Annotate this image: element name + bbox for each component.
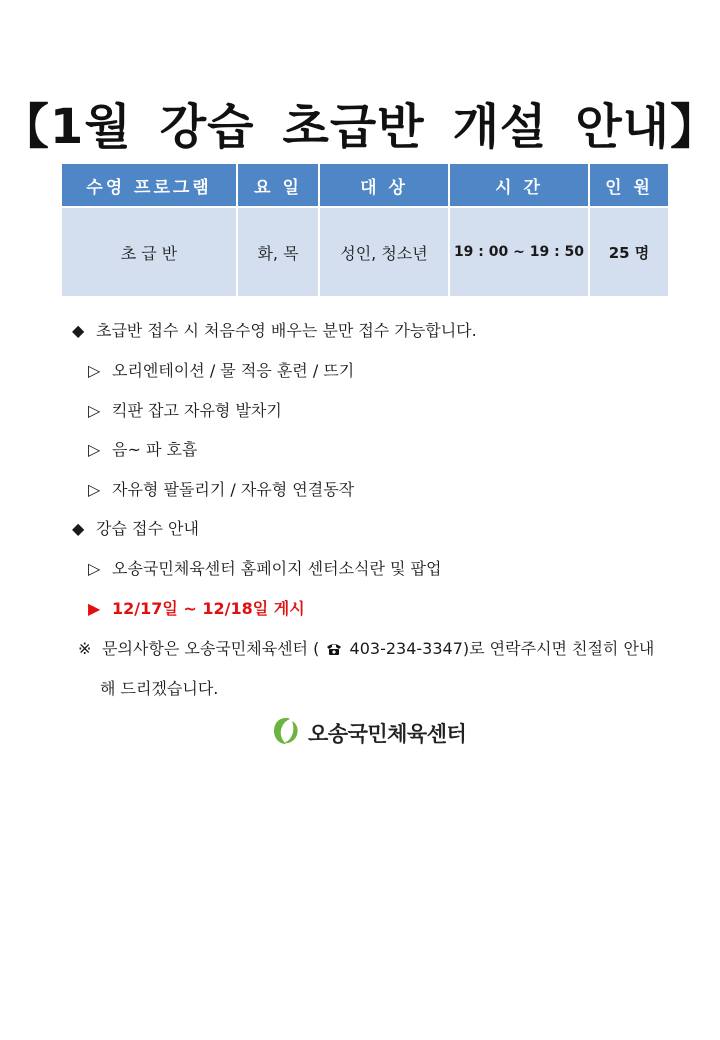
section-heading (72, 516, 199, 539)
page-title (0, 88, 720, 157)
cell-target: 성인, 청소년 (319, 207, 449, 297)
title-close-bracket: 】 (670, 99, 720, 155)
list-item-text: 오리엔테이션 / 물 적응 훈련 / 뜨기 (112, 361, 355, 380)
section-heading (72, 318, 477, 341)
triangle-icon: ▷ (88, 480, 101, 499)
list-item (88, 477, 354, 500)
section-text: 초급반 접수 시 처음수영 배우는 분만 접수 가능합니다. (96, 321, 477, 340)
filled-triangle-icon: ▶ (88, 599, 101, 618)
list-item (88, 556, 441, 579)
phone-icon (326, 641, 342, 660)
title-word: 초급반 (282, 99, 425, 155)
reference-mark: ※ (78, 639, 92, 658)
posting-dates-text: 12/17일 ~ 12/18일 게시 (112, 599, 305, 618)
table-header-row (61, 163, 669, 207)
triangle-icon: ▷ (88, 559, 101, 578)
header-time: 시 간 (449, 163, 589, 207)
header-days: 요 일 (237, 163, 319, 207)
title-open-bracket: 【 (0, 99, 50, 155)
cell-program: 초 급 반 (61, 207, 237, 297)
list-item-text: 오송국민체육센터 홈페이지 센터소식란 및 팝업 (112, 559, 442, 578)
header-target: 대 상 (319, 163, 449, 207)
list-item-text: 킥판 잡고 자유형 발차기 (112, 401, 282, 420)
center-logo (272, 716, 466, 750)
list-item (88, 437, 197, 460)
cell-days: 화, 목 (237, 207, 319, 297)
list-item (88, 358, 354, 381)
cell-time: 19 : 00 ~ 19 : 50 (449, 207, 589, 297)
logo-text: 오송국민체육센터 (308, 722, 467, 746)
section-text: 강습 접수 안내 (96, 519, 199, 538)
title-word: 1월 (49, 99, 132, 155)
phone-number[interactable]: 403-234-3347 (349, 639, 463, 658)
contact-suffix: )로 연락주시면 친절히 안내 (462, 639, 655, 658)
table-row (61, 207, 669, 297)
list-item-text: 자유형 팔돌리기 / 자유형 연결동작 (112, 480, 355, 499)
diamond-icon: ◆ (72, 519, 85, 538)
triangle-icon: ▷ (88, 401, 101, 420)
triangle-icon: ▷ (88, 361, 101, 380)
header-program: 수영 프로그램 (61, 163, 237, 207)
title-word: 안내 (575, 99, 671, 155)
contact-line (78, 636, 654, 660)
list-item (88, 398, 282, 421)
cell-count: 25 명 (589, 207, 669, 297)
title-word: 개설 (452, 99, 548, 155)
header-count: 인 원 (589, 163, 669, 207)
title-word: 강습 (159, 99, 255, 155)
diamond-icon: ◆ (72, 321, 85, 340)
leaf-logo-icon (272, 716, 300, 750)
contact-prefix: 문의사항은 오송국민체육센터 ( (102, 639, 320, 658)
list-item-text: 음~ 파 호흡 (112, 440, 198, 459)
posting-dates (88, 596, 305, 619)
schedule-table (60, 162, 670, 298)
contact-line-2: 해 드리겠습니다. (100, 679, 219, 698)
triangle-icon: ▷ (88, 440, 101, 459)
